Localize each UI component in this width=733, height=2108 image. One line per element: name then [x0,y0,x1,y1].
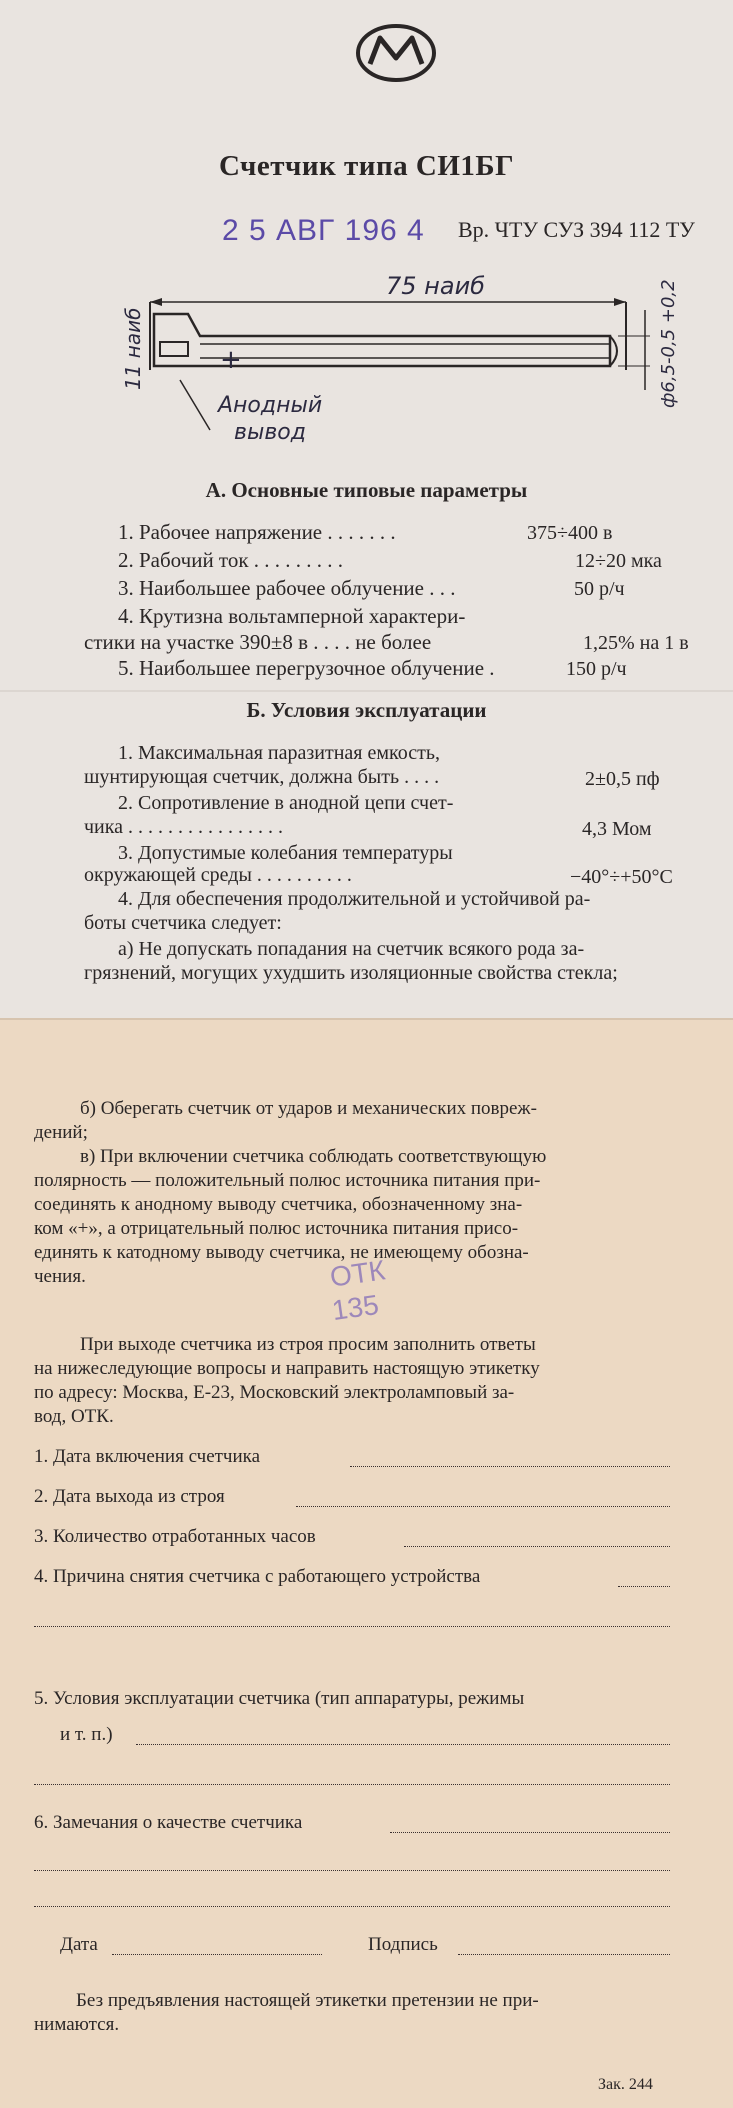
order-number: Зак. 244 [598,2076,653,2093]
param-value: 50 р/ч [574,578,625,600]
section-b-heading: Б. Условия эксплуатации [246,698,487,722]
page-title: Счетчик типа СИ1БГ [218,150,515,182]
param-row: 1. Рабочее напряжение . . . . . . . [118,520,396,544]
param-value: 1,25% на 1 в [583,632,689,654]
continued-line: единять к катодному выводу счетчика, не имеющему обозна- [34,1242,529,1263]
field-conditions-label: 5. Условия эксплуатации счетчика (тип аппаратуры, режимы [34,1688,525,1709]
continued-line: полярность — положительный полюс источника питания при- [34,1170,541,1191]
plus-sign: + [220,345,242,375]
condition-line: боты счетчика следует: [84,912,282,934]
condition-line: 2. Сопротивление в анодной цепи счет- [118,792,454,814]
field-start-date-line[interactable] [350,1466,670,1467]
continued-line: соединять к анодному выводу счетчика, обозначенному зна- [34,1194,523,1215]
condition-line: окружающей среды . . . . . . . . . . [84,864,352,886]
section-a-heading: А. Основные типовые параметры [205,478,528,502]
date-line[interactable] [112,1954,322,1955]
date-label: Дата [60,1934,98,1955]
return-note-line: вод, ОТК. [34,1406,114,1427]
diameter-dimension: ф6,5-0,5 +0,2 [658,279,679,408]
continued-line: в) При включении счетчика соблюдать соответствующую [80,1146,547,1167]
param-row: 2. Рабочий ток . . . . . . . . . [118,548,344,572]
fold-line [0,690,733,692]
condition-line: шунтирующая счетчик, должна быть . . . . [84,766,440,788]
param-row: 5. Наибольшее перегрузочное облучение . [118,656,495,680]
param-value: 150 р/ч [566,658,627,680]
condition-line: 1. Максимальная паразитная емкость, [118,742,440,764]
sheet-edge [0,1018,733,1020]
otk-stamp-number: 135 [330,1288,381,1327]
param-value: 12÷20 мка [575,550,662,572]
continued-line: чения. [34,1266,86,1287]
condition-line: грязнений, могущих ухудшить изоляционные свойства стекла; [84,962,618,984]
field-removal-reason-line[interactable] [618,1586,670,1587]
param-row: 4. Крутизна вольтамперной характери- [118,604,466,628]
param-value: 375÷400 в [527,522,613,544]
condition-line: а) Не допускать попадания на счетчик всякого рода за- [118,938,585,960]
condition-line: 3. Допустимые колебания температуры [118,842,453,864]
return-note-line: по адресу: Москва, Е-23, Московский электроламповый за- [34,1382,515,1403]
field-hours-line[interactable] [404,1546,670,1547]
continued-line: дений; [34,1122,88,1143]
condition-value: 4,3 Мом [582,818,652,840]
anode-label [218,392,322,446]
field-removal-reason-line-2[interactable] [34,1626,670,1627]
otk-stamp: ОТК [328,1254,388,1293]
field-conditions-label-cont: и т. п.) [60,1724,113,1745]
return-note-line: При выходе счетчика из строя просим заполнить ответы [80,1334,536,1355]
date-stamp: 2 5 АВГ 196 4 [222,214,425,247]
param-row: 3. Наибольшее рабочее облучение . . . [118,576,456,600]
field-removal-reason-label: 4. Причина снятия счетчика с работающего устройства [34,1566,481,1587]
field-conditions-line[interactable] [136,1744,670,1745]
height-dimension: 11 наиб [121,307,145,390]
field-failure-date-line[interactable] [296,1506,670,1507]
field-start-date-label: 1. Дата включения счетчика [34,1446,261,1467]
spec-reference: Вр. ЧТУ СУЗ 394 112 ТУ [458,217,695,242]
field-remarks-label: 6. Замечания о качестве счетчика [34,1812,303,1833]
field-remarks-line[interactable] [390,1832,670,1833]
continued-line: ком «+», а отрицательный полюс источника питания присо- [34,1218,519,1239]
condition-line: 4. Для обеспечения продолжительной и устойчивой ра- [118,888,591,910]
footer-note: Без предъявления настоящей этикетки претензии не при- [76,1990,539,2011]
footer-note-cont: нимаются. [34,2014,120,2035]
continued-line: б) Оберегать счетчик от ударов и механических повреж- [80,1098,537,1119]
field-remarks-line-2[interactable] [34,1870,670,1871]
signature-label: Подпись [368,1934,438,1955]
field-failure-date-label: 2. Дата выхода из строя [34,1486,225,1507]
anode-label-line2: вывод [234,420,306,445]
length-dimension: 75 наиб [386,272,485,300]
condition-line: чика . . . . . . . . . . . . . . . . [84,816,284,838]
meter-logo [356,24,436,82]
condition-value: 2±0,5 пф [585,768,660,790]
return-note-line: на нижеследующие вопросы и направить настоящую этикетку [34,1358,540,1379]
field-conditions-line-2[interactable] [34,1784,670,1785]
param-row: стики на участке 390±8 в . . . . не более [84,630,432,654]
field-remarks-line-3[interactable] [34,1906,670,1907]
field-hours-label: 3. Количество отработанных часов [34,1526,316,1547]
anode-label-line1: Анодный [218,393,323,418]
condition-value: −40°÷+50°С [570,866,673,888]
signature-line[interactable] [458,1954,670,1955]
